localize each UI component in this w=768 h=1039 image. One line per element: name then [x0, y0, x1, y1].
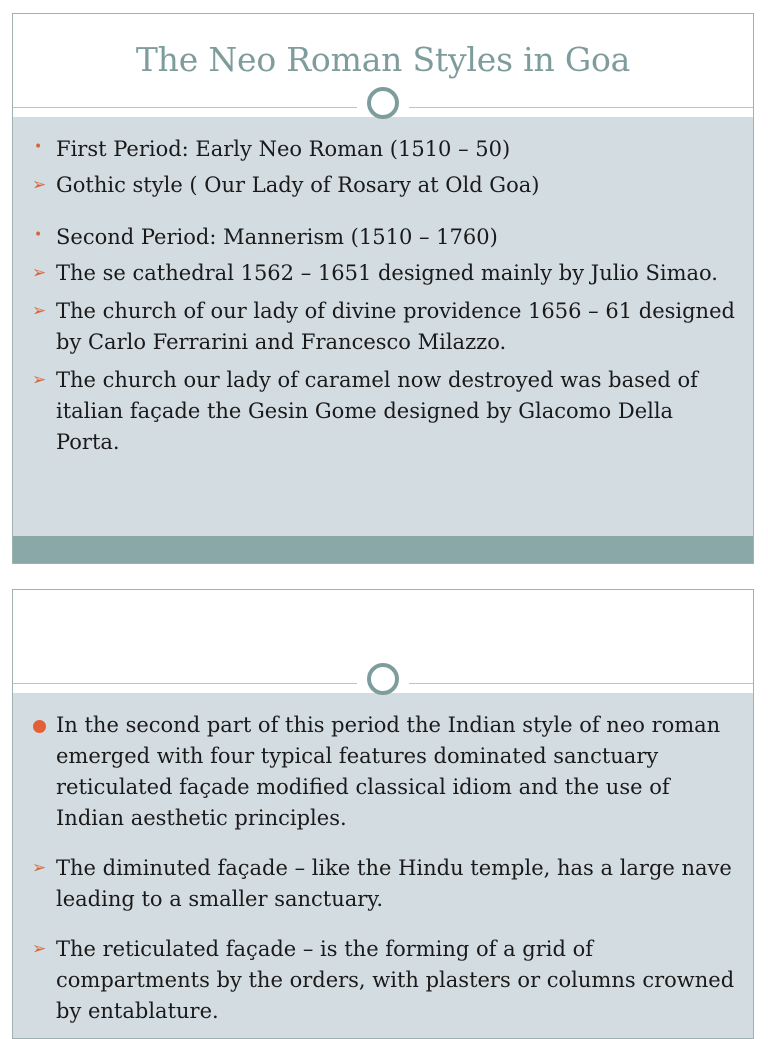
slide-1	[12, 13, 754, 564]
list-item-text: Second Period: Mannerism (1510 – 1760)	[56, 225, 498, 249]
list-item-text: Gothic style ( Our Lady of Rosary at Old Goa)	[56, 173, 540, 197]
list-item	[13, 258, 753, 289]
footer-band	[13, 536, 753, 563]
list-item	[13, 853, 753, 915]
arrow-bullet-icon: ➢	[32, 263, 47, 283]
list-item-text: In the second part of this period the Indian style of neo roman emerged with four typical features dominated sanctuary reticulated façade modified classical idiom and the use of Indian aesthetic principles.	[56, 713, 721, 830]
list-item-text: The church our lady of caramel now destroyed was based of italian façade the Gesin Gome designed by Glacomo Della Porta.	[56, 368, 698, 454]
list-item-text: The church of our lady of divine providence 1656 – 61 designed by Carlo Ferrarini and Francesco Milazzo.	[56, 299, 735, 354]
circle-ornament-icon	[367, 87, 399, 119]
slide-body	[13, 117, 753, 563]
bullet-list	[13, 710, 753, 1027]
bullet-list	[13, 134, 753, 458]
arrow-bullet-icon: ➢	[32, 939, 47, 959]
bullet-dot-icon	[33, 720, 46, 733]
arrow-bullet-icon: ➢	[32, 370, 47, 390]
list-item-text: First Period: Early Neo Roman (1510 – 50)	[56, 137, 511, 161]
list-item	[13, 710, 753, 834]
arrow-bullet-icon: ➢	[32, 175, 47, 195]
arrow-bullet-icon: ➢	[32, 301, 47, 321]
list-item	[13, 222, 753, 253]
slide-2	[12, 589, 754, 1039]
arrow-bullet-icon: ➢	[32, 858, 47, 878]
bullet-dot-icon: •	[34, 139, 43, 155]
list-item	[13, 934, 753, 1027]
slide-body	[13, 693, 753, 1038]
list-item-text: The reticulated façade – is the forming of a grid of compartments by the orders, with plasters or columns crowned by entablature.	[56, 937, 735, 1023]
list-item-text: The se cathedral 1562 – 1651 designed mainly by Julio Simao.	[56, 261, 718, 285]
list-item	[13, 134, 753, 165]
list-item	[13, 170, 753, 201]
list-item	[13, 296, 753, 358]
list-item	[13, 365, 753, 458]
slide-title: The Neo Roman Styles in Goa	[135, 40, 631, 79]
bullet-dot-icon: •	[34, 227, 43, 243]
circle-ornament-icon	[367, 663, 399, 695]
list-item-text: The diminuted façade – like the Hindu temple, has a large nave leading to a smaller sanctuary.	[56, 856, 732, 911]
